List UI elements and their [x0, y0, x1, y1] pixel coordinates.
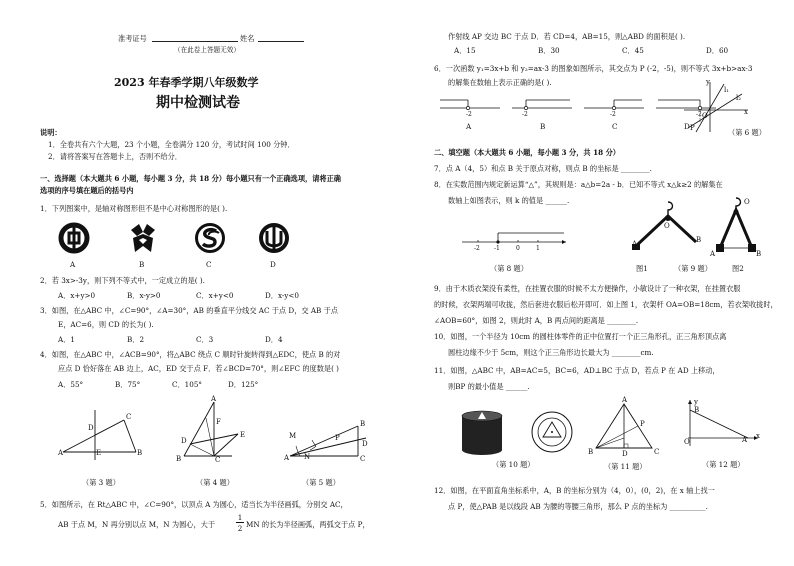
fig3-label-e: E: [96, 449, 102, 457]
question-10-line-2: 圆柱边缘不少于 5cm，则这个正三角形边长最大为 ________cm.: [448, 348, 654, 357]
fig5-label-d: D: [362, 440, 368, 448]
q6d-tick: -2: [696, 111, 702, 118]
fig12-label-y: y: [694, 398, 698, 406]
question-5-line-4: 作射线 AP 交边 BC 于点 D．若 CD=4，AB=15，则△ABD 的面积是( ).: [448, 32, 686, 41]
figure-9-hanger-2: [714, 196, 758, 254]
fig3-label-b: B: [137, 449, 143, 457]
q2-option-b[interactable]: B．x-y>0: [127, 291, 161, 300]
question-3-line-2: E，AC=6，则 CD 的长为( ).: [58, 320, 154, 329]
q2-option-a[interactable]: A．x+y>0: [58, 291, 96, 300]
figure-9-caption-1: 图1: [636, 264, 648, 273]
fig6-label-l2: l₂: [736, 94, 742, 102]
q6c-tick: -2: [610, 111, 616, 118]
exam-id-label: 准考证号: [118, 34, 147, 43]
q3-option-a[interactable]: A．1: [58, 335, 75, 344]
fig5-label-b: B: [360, 420, 366, 428]
fig5-label-m: M: [289, 432, 297, 440]
figure-11-diagram: [590, 398, 660, 454]
instructions-heading: 说明：: [40, 128, 62, 137]
fig11-label-p: P: [640, 420, 645, 428]
fig9-label-a: A: [632, 240, 638, 248]
question-6-line-2: 的解集在数轴上表示正确的是( ).: [448, 78, 552, 87]
question-11-line-2: 则BP 的最小值是 ______.: [448, 382, 530, 391]
fig4-label-d: D: [181, 437, 187, 445]
q6-option-a[interactable]: A: [466, 122, 472, 131]
figure-10-diagram: [456, 408, 576, 458]
q3-option-c[interactable]: C．3: [196, 335, 214, 344]
q1-option-d[interactable]: D: [270, 260, 276, 269]
fig12-label-a: A: [742, 436, 748, 444]
fig12-label-x: x: [756, 432, 760, 440]
answer-invalid-note: （在此卷上答题无效）: [174, 46, 240, 54]
fig3-label-a: A: [58, 449, 64, 457]
exam-title: 2023 年春季学期八年级数学: [114, 76, 259, 89]
figure-4-diagram: [176, 396, 246, 464]
section1-heading-2: 选项的序号填在题后的括号内: [40, 186, 134, 195]
q1-option-a[interactable]: A: [70, 260, 76, 269]
question-11-line-1: 11．如图，△ABC 中，AB=AC=5，BC=6，AD⊥BC 于点 D，若点 P 在 AD 上移动，: [434, 366, 720, 375]
fraction-denominator: 2: [237, 524, 243, 533]
question-8-line-2: 数轴上如图表示，则 k 的值是 ______.: [448, 196, 570, 205]
q5-option-b[interactable]: B．30: [538, 46, 560, 55]
fig4-label-e: E: [240, 431, 246, 439]
fig5-label-c: C: [360, 455, 366, 463]
fig9-label-a2: A: [710, 250, 716, 258]
q6a-tick: -2: [466, 111, 472, 118]
question-12-line-2: 点 P，使△PAB 是以线段 AB 为腰的等腰三角形，那么 P 点的坐标为 __________.: [448, 502, 708, 511]
fig4-label-f: F: [216, 418, 221, 426]
question-10-line-1: 10．如图，一个半径为 10cm 的圆柱体零件的正中位置打一个正三角形孔，正三角形顶点离: [434, 332, 727, 341]
question-3-line-1: 3．如图，在△ABC 中，∠C=90°，∠A=30°，AB 的垂直平分线交 AC 于点 D，交 AB 于点: [40, 306, 338, 315]
right-page: [398, 0, 794, 566]
fig5-label-n: N: [304, 453, 311, 461]
question-7: 7．点 A（4，5）和点 B 关于原点对称，则点 B 的坐标是 ________.: [434, 164, 652, 173]
fig6-label-x: x: [744, 108, 748, 116]
figure-11-caption: （第 11 题）: [604, 462, 647, 471]
question-9-line-1: 9．由于木质衣架没有柔性，在挂置衣服的时候不太方便操作，小敏设计了一种衣架，在挂置衣服: [434, 284, 741, 293]
question-9-line-2: 的时候，衣架两端可收拢，然后套进衣服后松开即可．如上图 1，衣架杆 OA=OB=18cm，若衣架收拢时，: [434, 300, 778, 309]
figure-9-caption-2: 图2: [732, 264, 744, 273]
fraction-numerator: 1: [237, 513, 243, 522]
figure-8-caption: （第 8 题）: [490, 264, 528, 273]
fig9-label-o: O: [664, 222, 670, 230]
q2-option-d[interactable]: D．x-y<0: [265, 291, 299, 300]
fig9-label-b: B: [696, 236, 702, 244]
fig11-label-c: C: [654, 448, 660, 456]
figure-12-caption: （第 12 题）: [702, 460, 745, 469]
logo-b-icon: [127, 222, 159, 254]
q6-option-c[interactable]: C: [612, 122, 618, 131]
logo-a-icon: [58, 222, 90, 254]
question-6-line-1: 6．一次函数 y₁=3x+b 和 y₂=ax-3 的图象如图所示，其交点为 P (-2，-5)，则不等式 3x+b>ax-3: [434, 64, 753, 73]
q6-option-b[interactable]: B: [540, 122, 546, 131]
fig8-tick-0: 0: [516, 245, 520, 252]
fig9-label-b2: B: [756, 250, 762, 258]
fig3-label-d: D: [88, 424, 94, 432]
name-label: 姓名: [240, 34, 255, 43]
q3-option-d[interactable]: D．4: [265, 335, 283, 344]
question-1: 1．下列图案中，是轴对称图形但不是中心对称图形的是( ).: [40, 204, 228, 213]
figure-4-caption: （第 4 题）: [196, 478, 234, 487]
fraction-bar: [236, 522, 244, 523]
fig11-label-b: B: [588, 448, 594, 456]
q1-option-b[interactable]: B: [139, 260, 145, 269]
figure-5-caption: （第 5 题）: [302, 478, 340, 487]
fig12-label-o: O: [684, 438, 690, 446]
figure-9-caption: （第 9 题）: [674, 264, 712, 273]
fig5-label-a: A: [284, 454, 290, 462]
fig6-label-l1: l₁: [724, 86, 730, 94]
fig12-label-b: B: [694, 406, 700, 414]
q2-option-c[interactable]: C．x+y<0: [196, 291, 234, 300]
fig11-label-a: A: [622, 396, 628, 404]
question-4-line-2: 应点 D 恰好落在 AB 边上，AC，ED 交于点 F．若∠BCD=70°，则∠EFC 的度数是( ): [58, 364, 339, 373]
fig8-tick-m2: -2: [474, 245, 480, 252]
q5-option-a[interactable]: A．15: [454, 46, 476, 55]
q5-option-d[interactable]: D．60: [706, 46, 729, 55]
fig4-label-c: C: [215, 456, 221, 464]
q5-option-c[interactable]: C．45: [622, 46, 644, 55]
fig11-label-d: D: [622, 450, 628, 458]
instructions-line-1: 1．全卷共有六个大题，23 个小题，全卷满分 120 分，考试时间 100 分钟．: [48, 140, 295, 149]
q6b-tick: -2: [522, 111, 528, 118]
fig6-label-o: O: [702, 112, 708, 120]
section2-heading: 二、填空题（本大题共 6 小题，每小题 3 分，共 18 分）: [434, 148, 620, 157]
fig8-tick-1: 1: [536, 245, 540, 252]
fig3-label-c: C: [126, 413, 132, 421]
q4-option-a[interactable]: A．55°: [58, 380, 84, 389]
figure-10-caption: （第 10 题）: [492, 460, 535, 469]
q4-option-c[interactable]: C．105°: [172, 380, 202, 389]
logo-c-icon: [194, 222, 226, 254]
q3-option-b[interactable]: B．2: [127, 335, 145, 344]
section1-heading: 一、选择题（本大题共 6 小题，每小题 3 分，共 18 分）每小题只有一个正确选项，请将正确: [40, 174, 341, 183]
question-2: 2．若 3x>-3y，则下列不等式中，一定成立的是( ).: [40, 276, 205, 285]
q4-option-b[interactable]: B．75°: [115, 380, 141, 389]
logo-d-icon: [258, 222, 290, 254]
question-4-line-1: 4．如图，在△ABC 中，∠ACB=90°，将△ABC 绕点 C 顺时针旋转得到△EDC，使点 B 的对: [40, 350, 341, 359]
fig5-label-p: P: [335, 434, 340, 442]
fig4-label-a: A: [211, 395, 217, 403]
figure-3-diagram: [58, 408, 148, 460]
fig4-label-b: B: [176, 455, 182, 463]
fig8-tick-m1: -1: [494, 245, 500, 252]
figure-12-diagram: [680, 398, 760, 448]
name-blank[interactable]: [258, 41, 304, 42]
q4-option-d[interactable]: D．125°: [228, 380, 259, 389]
fig9-label-o2: O: [744, 198, 750, 206]
exam-subtitle: 期中检测试卷: [156, 95, 240, 111]
fig6-label-y: y: [706, 78, 710, 86]
instructions-line-2: 2．请将答案写在答题卡上，否则不给分．: [48, 152, 182, 161]
q6-option-d[interactable]: D: [684, 122, 690, 131]
exam-id-blank[interactable]: [152, 41, 238, 42]
question-8-line-1: 8．在实数范围内规定新运算“△”，其规则是：a△b=2a - b．已知不等式 x△k≥2 的解集在: [434, 180, 723, 189]
q1-option-c[interactable]: C: [206, 260, 212, 269]
figure-6-caption: （第 6 题）: [728, 128, 766, 137]
question-12-line-1: 12．如图，在平面直角坐标系中，A，B 的坐标分别为（4，0），(0，2)，在 x 轴上找一: [434, 486, 715, 495]
question-5-line-3: MN 的长为半径画弧，两弧交于点 P，: [246, 520, 370, 529]
fig6-label-p: P: [690, 124, 695, 132]
figure-3-caption: （第 3 题）: [82, 478, 120, 487]
question-5-line-2: AB 于点 M，N 再分别以点 M，N 为圆心，大于: [58, 520, 216, 529]
question-9-line-3: ∠AOB=60°，如图 2，则此时 A，B 两点间的距离是 ________.: [434, 316, 639, 325]
q6-numberline-b: [510, 96, 574, 118]
question-5-line-1: 5．如图所示，在 Rt△ABC 中，∠C=90°，以顶点 A 为圆心，适当长为半径画弧，分别交 AC，: [40, 500, 348, 509]
